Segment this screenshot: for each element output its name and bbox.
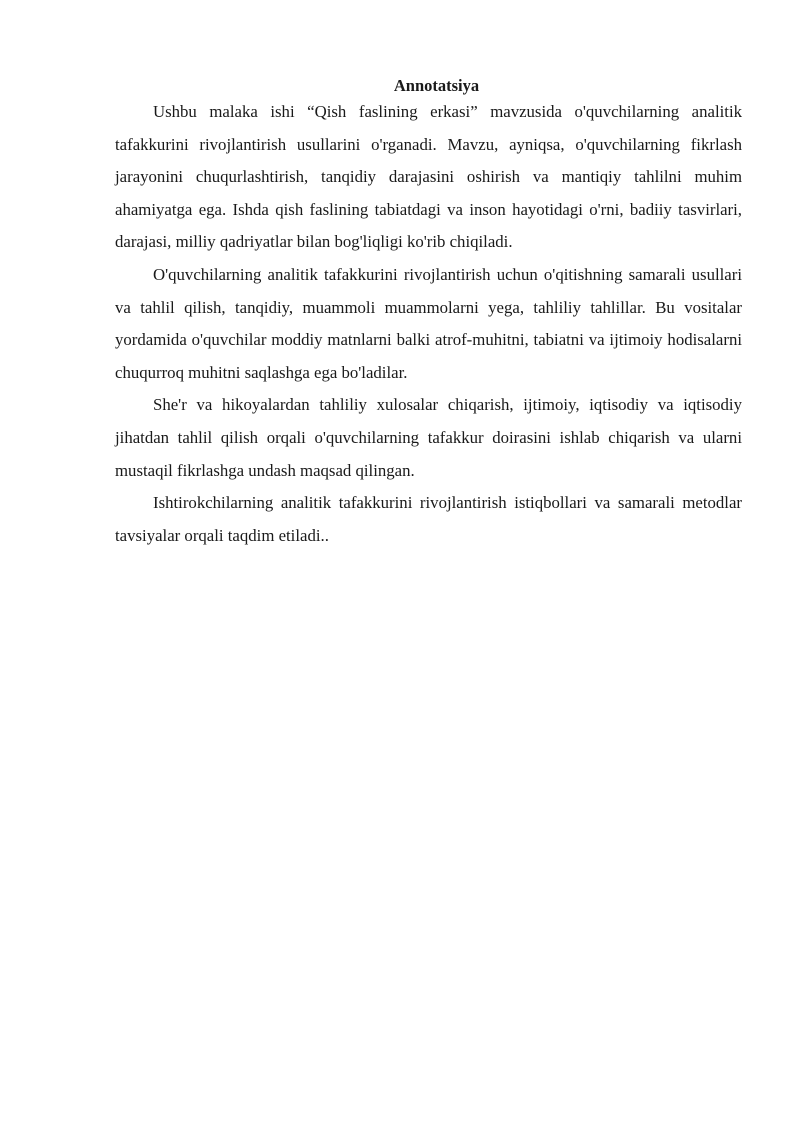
- paragraph-3: She'r va hikoyalardan tahliliy xulosalar chiqarish, ijtimoiy, iqtisodiy va iqtisodiy jihatdan tahlil qilish orqali o'quvchilarning tafakkur doirasini ishlab chiqarish va ularni mustaqil fikrlashga undash maqsad qilingan.: [115, 395, 742, 480]
- paragraph-4: Ishtirokchilarning analitik tafakkurini rivojlantirish istiqbollari va samarali metodlar tavsiyalar orqali taqdim etiladi..: [115, 493, 742, 545]
- paragraph-1: Ushbu malaka ishi “Qish faslining erkasi” mavzusida o'quvchilarning analitik tafakkurini rivojlantirish usullarini o'rganadi. Mavzu, ayniqsa, o'quvchilarning fikrlash jarayonini chuqurlashtirish, tanqidiy darajasini oshirish va mantiqiy tahlilni muhim ahamiyatga ega. Ishda qish faslining tabiatdagi va inson hayotidagi o'rni, badiiy tasvirlari, darajasi, milliy qadriyatlar bilan bog'liqligi ko'rib chiqiladi.: [115, 102, 742, 252]
- paragraph-2: O'quvchilarning analitik tafakkurini rivojlantirish uchun o'qitishning samarali usullari va tahlil qilish, tanqidiy, muammoli muammolarni yega, tahliliy tahlillar. Bu vositalar yordamida o'quvchilar moddiy matnlarni balki atrof-muhitni, tabiatni va ijtimoiy hodisalarni chuqurroq muhitni saqlashga ega bo'ladilar.: [115, 264, 742, 382]
- document-title: Annotatsiya: [393, 76, 480, 95]
- document-body: [115, 76, 742, 552]
